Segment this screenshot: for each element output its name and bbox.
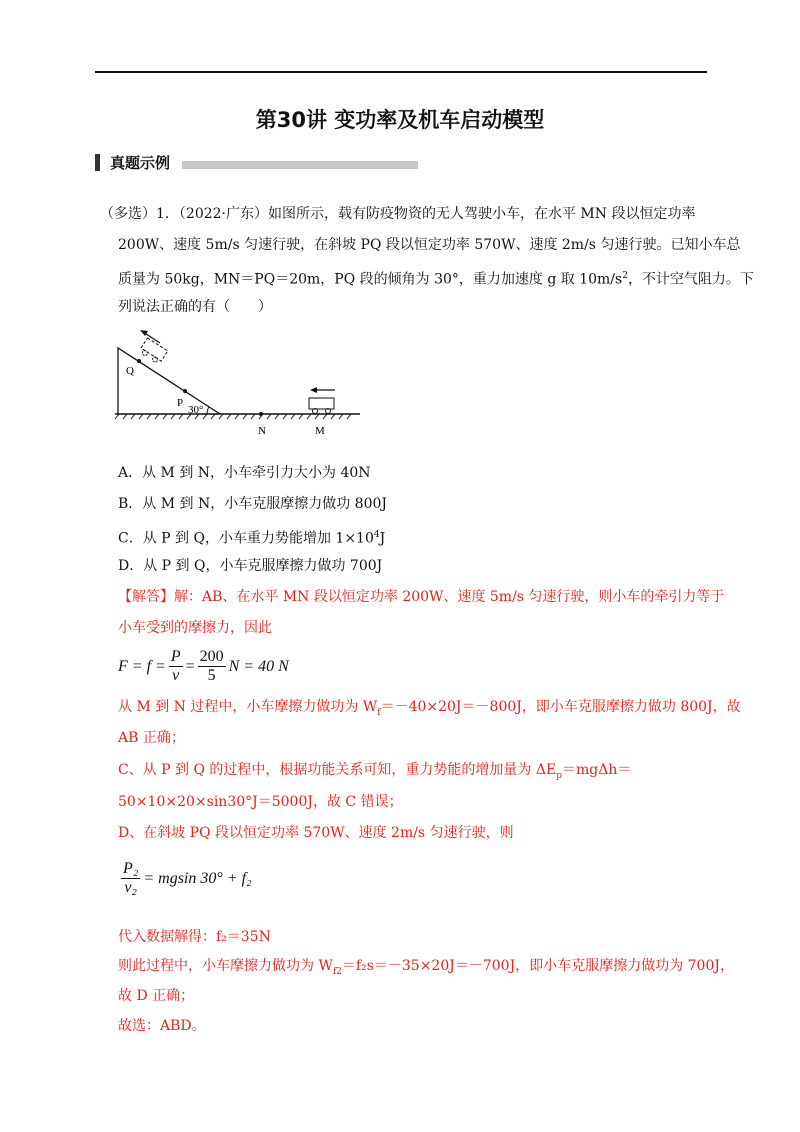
label-angle: 30° (188, 404, 204, 416)
section-bar (95, 154, 100, 171)
solution-line-8: 代入数据解得：f₂＝35N (118, 929, 271, 945)
question-line-4: 列说法正确的有（ ） (118, 299, 272, 315)
equation-2: $\frac{\text{P₂}}{\text{v₂}}$ = mgsin 30° + f₂ (123, 860, 252, 896)
page-title: 第30讲 变功率及机车启动模型 (255, 108, 545, 132)
label-q: Q (126, 365, 134, 377)
option-c: C．从 P 到 Q，小车重力势能增加 $1\times 10^4J$ (118, 530, 386, 547)
section-label: 真题示例 (110, 154, 171, 172)
question-line-1: （多选）1．（2022·广东）如图所示，载有防疫物资的无人驾驶小车，在水平 MN 段以恒定功率 (100, 206, 696, 222)
equation-1: F = f = $\frac{P}{v}$ = $\frac{200}{5}$ N = 40 N (118, 648, 289, 684)
option-b: B．从 M 到 N，小车克服摩擦力做功 800J (118, 496, 388, 512)
label-n: N (258, 425, 266, 437)
solution-line-10: 故 D 正确； (118, 988, 195, 1004)
header-rule (95, 71, 707, 73)
solution-line-9: 则此过程中，小车摩擦力做功为 $W_{f2}=f_2s=-35\times 20J=-700J$，即小车克服摩擦力做功为 700J， (118, 958, 734, 977)
label-p: P (177, 397, 184, 409)
solution-line-11: 故选：ABD。 (118, 1018, 206, 1034)
solution-line-2: 小车受到的摩擦力，因此 (118, 620, 272, 636)
option-d: D．从 P 到 Q，小车克服摩擦力做功 700J (118, 558, 383, 574)
solution-line-1: 【解答】解：AB、在水平 MN 段以恒定功率 200W、速度 5m/s 匀速行驶，则小车的牵引力等于 (118, 589, 725, 605)
solution-line-6: 50×10×20×sin30°J＝5000J，故 C 错误； (118, 794, 403, 810)
question-line-3: 质量为 50kg，MN＝PQ＝20m，PQ 段的倾角为 30°，重力加速度 g 取 $10m/s^2$，不计空气阻力。下 (118, 271, 754, 288)
question-line-2: 200W、速度 5m/s 匀速行驶，在斜坡 PQ 段以恒定功率 570W、速度 2m/s 匀速行驶。已知小车总 (118, 237, 741, 253)
solution-line-5: C、从 P 到 Q 的过程中，根据功能关系可知，重力势能的增加量为 $\Delta E_p=mg\Delta h=$ (118, 762, 632, 781)
solution-line-3: 从 M 到 N 过程中，小车摩擦力做功为 $W_f=-40\times 20J=-800J$，即小车克服摩擦力做功 800J，故 (118, 699, 741, 718)
incline-figure (115, 323, 365, 443)
solution-line-4: AB 正确； (118, 730, 185, 746)
section-heading (95, 152, 418, 173)
option-a: A．从 M 到 N，小车牵引力大小为 40N (118, 465, 371, 481)
section-strip (182, 161, 418, 169)
label-m: M (315, 425, 325, 437)
solution-line-7: D、在斜坡 PQ 段以恒定功率 570W、速度 2m/s 匀速行驶，则 (118, 825, 514, 841)
